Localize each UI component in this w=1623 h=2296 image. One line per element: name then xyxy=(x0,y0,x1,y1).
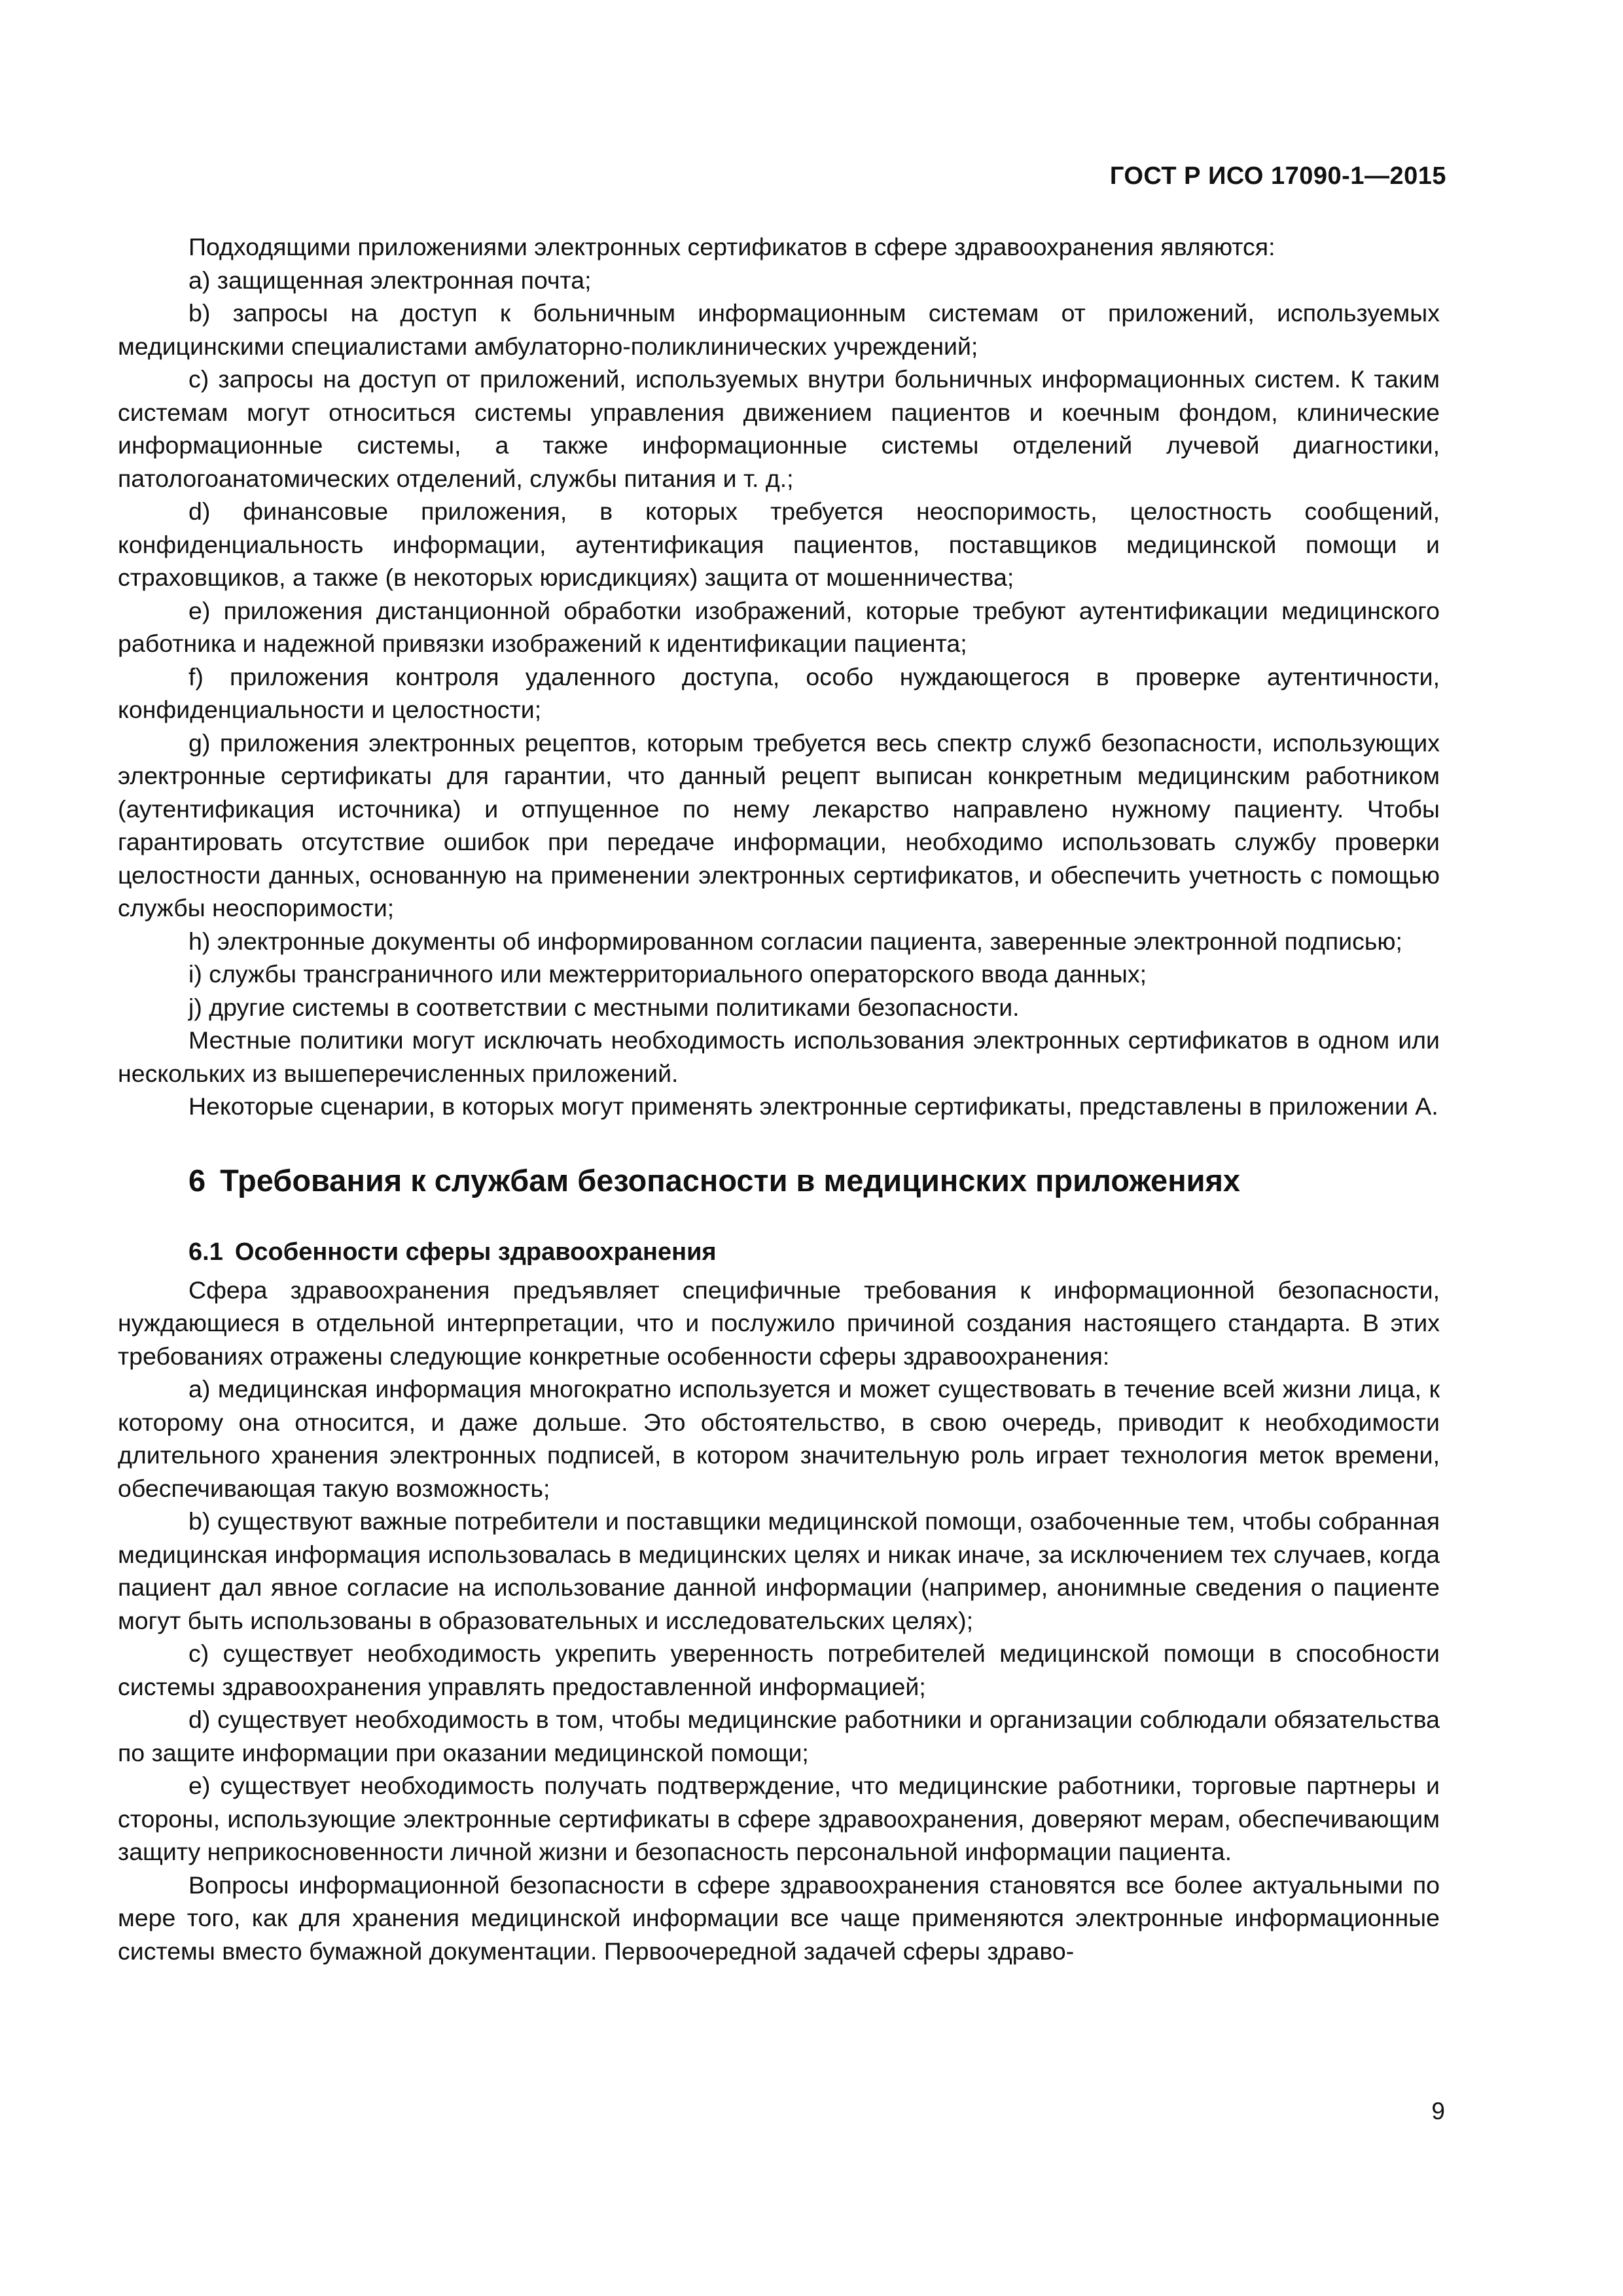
closing-paragraph: Вопросы информационной безопасности в сфере здравоохранения становятся все более актуальными по мере того, как для хранения медицинской информации все чаще применяются электронные информационные системы вместо бумажной документации. Первоочередной задачей сферы здраво- xyxy=(118,1871,1440,1965)
section-number: 6 xyxy=(188,1162,206,1198)
list-item-d: d) финансовые приложения, в которых требуется неоспоримость, целостность сообщений, конфиденциальность информации, аутентификация пациентов, поставщиков медицинской помощи и страховщиков, а также (в некоторых юрисдикциях) защита от мошенничества; xyxy=(118,497,1440,591)
section-title-text: Требования к службам безопасности в медицинских приложениях xyxy=(220,1162,1241,1198)
feature-item-a: a) медицинская информация многократно используется и может существовать в течение всей жизни лица, к которому она относится, и даже дольше. Это обстоятельство, в свою очередь, приводит к необходимости длительного хранения электронных подписей, в котором значительную роль играет технология меток времени, обеспечивающая такую возможность; xyxy=(118,1375,1440,1502)
page-number: 9 xyxy=(1431,2098,1445,2125)
feature-item-d: d) существует необходимость в том, чтобы медицинские работники и организации соблюдали обязательства по защите информации при оказании медицинской помощи; xyxy=(118,1706,1440,1767)
page-header-standard: ГОСТ Р ИСО 17090-1—2015 xyxy=(1109,162,1446,190)
list-item-b: b) запросы на доступ к больничным информационным системам от приложений, используемых медицинскими специалистами амбулаторно-поликлинических учреждений; xyxy=(118,299,1440,360)
document-body xyxy=(118,230,1440,1967)
list-item-h: h) электронные документы об информированном согласии пациента, заверенные электронной подписью; xyxy=(188,927,1402,955)
feature-item-e: e) существует необходимость получать подтверждение, что медицинские работники, торговые партнеры и стороны, использующие электронные сертификаты в сфере здравоохранения, доверяют мерам, обеспечивающим защиту неприкосновенности личной жизни и безопасность персональной информации пациента. xyxy=(118,1772,1440,1865)
section-heading xyxy=(118,1161,1440,1200)
subsection-number: 6.1 xyxy=(188,1238,223,1266)
feature-item-c: c) существует необходимость укрепить уверенность потребителей медицинской помощи в способности системы здравоохранения управлять предоставленной информацией; xyxy=(118,1640,1440,1700)
subsection-title-text: Особенности сферы здравоохранения xyxy=(234,1238,717,1266)
list-item-i: i) службы трансграничного или межтерриториального операторского ввода данных; xyxy=(188,960,1147,988)
policy-paragraph: Местные политики могут исключать необходимость использования электронных сертификатов в одном или нескольких из вышеперечисленных приложений. xyxy=(118,1026,1440,1087)
list-item-a: a) защищенная электронная почта; xyxy=(188,266,592,294)
intro-paragraph: Подходящими приложениями электронных сертификатов в сфере здравоохранения являются: xyxy=(188,233,1275,260)
scenarios-paragraph: Некоторые сценарии, в которых могут применять электронные сертификаты, представлены в приложении А. xyxy=(188,1092,1438,1120)
list-item-c: c) запросы на доступ от приложений, используемых внутри больничных информационных систем. К таким системам могут относиться системы управления движением пациентов и коечным фондом, клинические информационные системы, а также информационные системы отделений лучевой диагностики, патологоанатомических отделений, службы питания и т. д.; xyxy=(118,365,1440,492)
subsection-heading xyxy=(118,1236,1440,1268)
list-item-e: e) приложения дистанционной обработки изображений, которые требуют аутентификации медицинского работника и надежной привязки изображений к идентификации пациента; xyxy=(118,596,1440,657)
list-item-g: g) приложения электронных рецептов, которым требуется весь спектр служб безопасности, использующих электронные сертификаты для гарантии, что данный рецепт выписан конкретным медицинским работником (аутентификация источника) и отпущенное по нему лекарство направлено нужному пациенту. Чтобы гарантировать отсутствие ошибок при передаче информации, необходимо использовать службу проверки целостности данных, основанную на применении электронных сертификатов, и обеспечить учетность с помощью службы неоспоримости; xyxy=(118,728,1440,922)
list-item-f: f) приложения контроля удаленного доступа, особо нуждающегося в проверке аутентичности, конфиденциальности и целостности; xyxy=(118,662,1440,723)
subsection-intro-paragraph: Сфера здравоохранения предъявляет специфичные требования к информационной безопасности, нуждающиеся в отдельной интерпретации, что и послужило причиной создания настоящего стандарта. В этих требованиях отражены следующие конкретные особенности сферы здравоохранения: xyxy=(118,1276,1440,1370)
feature-item-b: b) существуют важные потребители и поставщики медицинской помощи, озабоченные тем, чтобы собранная медицинская информация использовалась в медицинских целях и никак иначе, за исключением тех случаев, когда пациент дал явное согласие на использование данной информации (например, анонимные сведения о пациенте могут быть использованы в образовательных и исследовательских целях); xyxy=(118,1507,1440,1634)
list-item-j: j) другие системы в соответствии с местными политиками безопасности. xyxy=(188,993,1020,1021)
